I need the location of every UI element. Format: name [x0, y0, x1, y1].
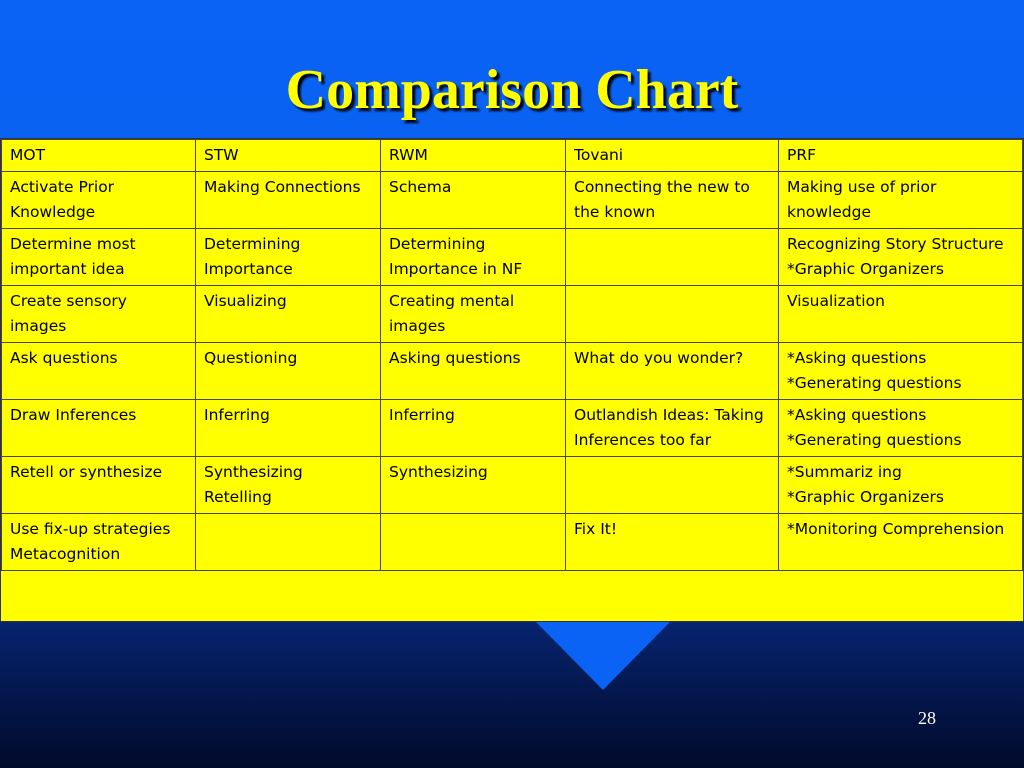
- table-cell: Create sensory images: [2, 286, 196, 343]
- table-cell: *Monitoring Comprehension: [779, 514, 1023, 571]
- table-cell: Retell or synthesize: [2, 457, 196, 514]
- table-cell: Activate Prior Knowledge: [2, 172, 196, 229]
- table-cell: Synthesizing: [381, 457, 566, 514]
- table-cell: What do you wonder?: [566, 343, 779, 400]
- table-header-row: [2, 140, 1023, 172]
- table-cell: Visualization: [779, 286, 1023, 343]
- table-body: [2, 140, 1023, 571]
- table-cell: [196, 514, 381, 571]
- table-row: [2, 400, 1023, 457]
- comparison-table: [1, 139, 1023, 571]
- table-cell: Synthesizing Retelling: [196, 457, 381, 514]
- table-header-cell: MOT: [2, 140, 196, 172]
- table-cell: Determine most important idea: [2, 229, 196, 286]
- arrow-shape: [534, 620, 672, 690]
- comparison-table-container: [0, 138, 1024, 622]
- table-cell: Creating mental images: [381, 286, 566, 343]
- table-cell: *Summariz ing *Graphic Organizers: [779, 457, 1023, 514]
- table-row: [2, 172, 1023, 229]
- table-cell: [381, 514, 566, 571]
- table-header-cell: STW: [196, 140, 381, 172]
- slide-number: 28: [918, 708, 936, 728]
- table-header-cell: Tovani: [566, 140, 779, 172]
- table-cell: [566, 286, 779, 343]
- table-cell: Making use of prior knowledge: [779, 172, 1023, 229]
- table-cell: [566, 229, 779, 286]
- table-header-cell: PRF: [779, 140, 1023, 172]
- table-header-cell: RWM: [381, 140, 566, 172]
- table-cell: Draw Inferences: [2, 400, 196, 457]
- table-cell: Recognizing Story Structure *Graphic Organizers: [779, 229, 1023, 286]
- table-cell: Outlandish Ideas: Taking Inferences too far: [566, 400, 779, 457]
- table-cell: Inferring: [196, 400, 381, 457]
- table-cell: Inferring: [381, 400, 566, 457]
- table-cell: Questioning: [196, 343, 381, 400]
- table-row: [2, 514, 1023, 571]
- table-cell: Connecting the new to the known: [566, 172, 779, 229]
- slide-title: Comparison Chart: [285, 59, 739, 121]
- table-cell: Asking questions: [381, 343, 566, 400]
- table-cell: Visualizing: [196, 286, 381, 343]
- table-cell: *Asking questions *Generating questions: [779, 343, 1023, 400]
- table-cell: Determining Importance: [196, 229, 381, 286]
- table-cell: Use fix-up strategies Metacognition: [2, 514, 196, 571]
- table-cell: [566, 457, 779, 514]
- table-cell: Fix It!: [566, 514, 779, 571]
- table-cell: Determining Importance in NF: [381, 229, 566, 286]
- table-row: [2, 229, 1023, 286]
- table-cell: Making Connections: [196, 172, 381, 229]
- table-cell: *Asking questions *Generating questions: [779, 400, 1023, 457]
- table-cell: Ask questions: [2, 343, 196, 400]
- table-row: [2, 286, 1023, 343]
- table-cell: Schema: [381, 172, 566, 229]
- table-row: [2, 343, 1023, 400]
- table-row: [2, 457, 1023, 514]
